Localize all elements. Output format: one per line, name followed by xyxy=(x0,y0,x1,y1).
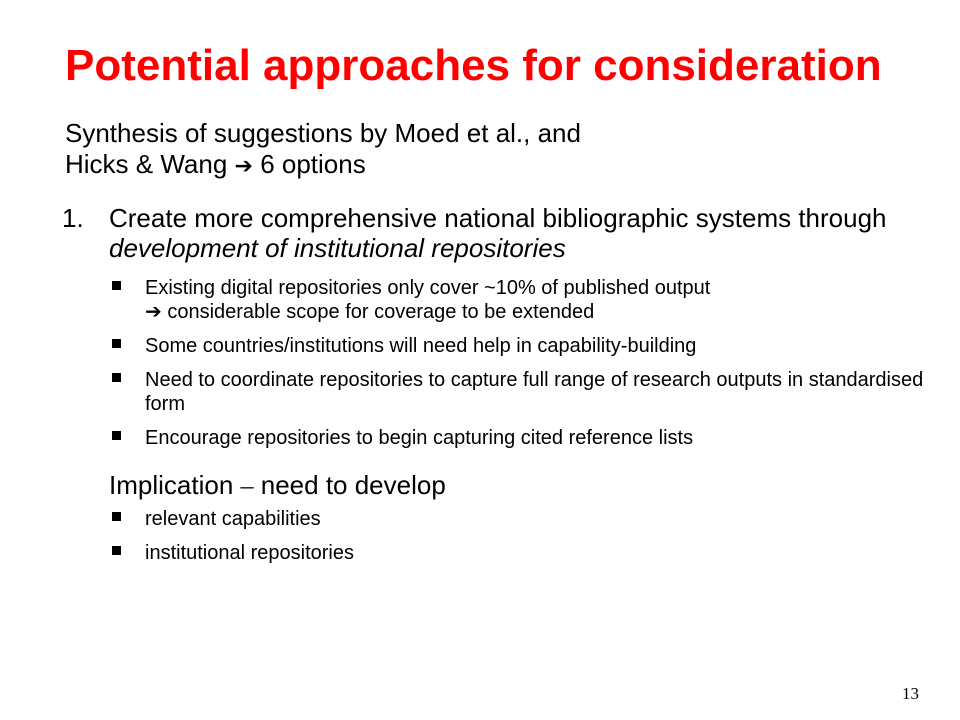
square-bullet-icon xyxy=(112,373,121,382)
item-text-prefix: Create more comprehensive national bibliographic systems through xyxy=(109,203,887,233)
item-text-emphasis: development of institutional repositories xyxy=(109,233,566,263)
bullet-text: Some countries/institutions will need help in capability-building xyxy=(145,335,697,357)
slide-subtitle xyxy=(65,118,885,181)
square-bullet-icon xyxy=(112,281,121,290)
bullet-item xyxy=(110,507,930,531)
subtitle-line-2-prefix: Hicks & Wang xyxy=(65,149,228,179)
square-bullet-icon xyxy=(112,339,121,348)
slide-title: Potential approaches for consideration xyxy=(65,41,882,90)
bullet-text: Encourage repositories to begin capturing cited reference lists xyxy=(145,427,694,449)
item-number: 1. xyxy=(62,203,84,233)
implication-label: Implication xyxy=(109,470,234,500)
right-arrow-icon: ➔ xyxy=(234,153,253,178)
implication-heading xyxy=(109,470,446,501)
bullet-text: Need to coordinate repositories to capture full range of research outputs in standardised form xyxy=(145,369,924,415)
implication-bullet-list xyxy=(110,507,930,575)
bullet-item xyxy=(110,334,930,358)
implication-dash: – xyxy=(240,471,254,500)
page-number: 13 xyxy=(902,684,919,703)
item-1-bullet-list xyxy=(110,276,930,460)
square-bullet-icon xyxy=(112,431,121,440)
subtitle-line-2-suffix: 6 options xyxy=(260,149,366,179)
implication-text: need to develop xyxy=(260,470,446,500)
bullet-text-suffix: considerable scope for coverage to be extended xyxy=(167,301,595,323)
bullet-text: institutional repositories xyxy=(145,542,354,564)
subtitle-line-1: Synthesis of suggestions by Moed et al., and xyxy=(65,118,581,148)
item-text xyxy=(109,203,939,263)
right-arrow-icon: ➔ xyxy=(145,301,162,323)
subtitle-line-2 xyxy=(65,149,885,181)
bullet-item xyxy=(110,276,930,324)
square-bullet-icon xyxy=(112,512,121,521)
bullet-item xyxy=(110,368,930,416)
bullet-text: relevant capabilities xyxy=(145,508,321,530)
square-bullet-icon xyxy=(112,546,121,555)
bullet-text-prefix: Existing digital repositories only cover ~10% of published output xyxy=(145,277,711,299)
bullet-item xyxy=(110,541,930,565)
bullet-item xyxy=(110,426,930,450)
